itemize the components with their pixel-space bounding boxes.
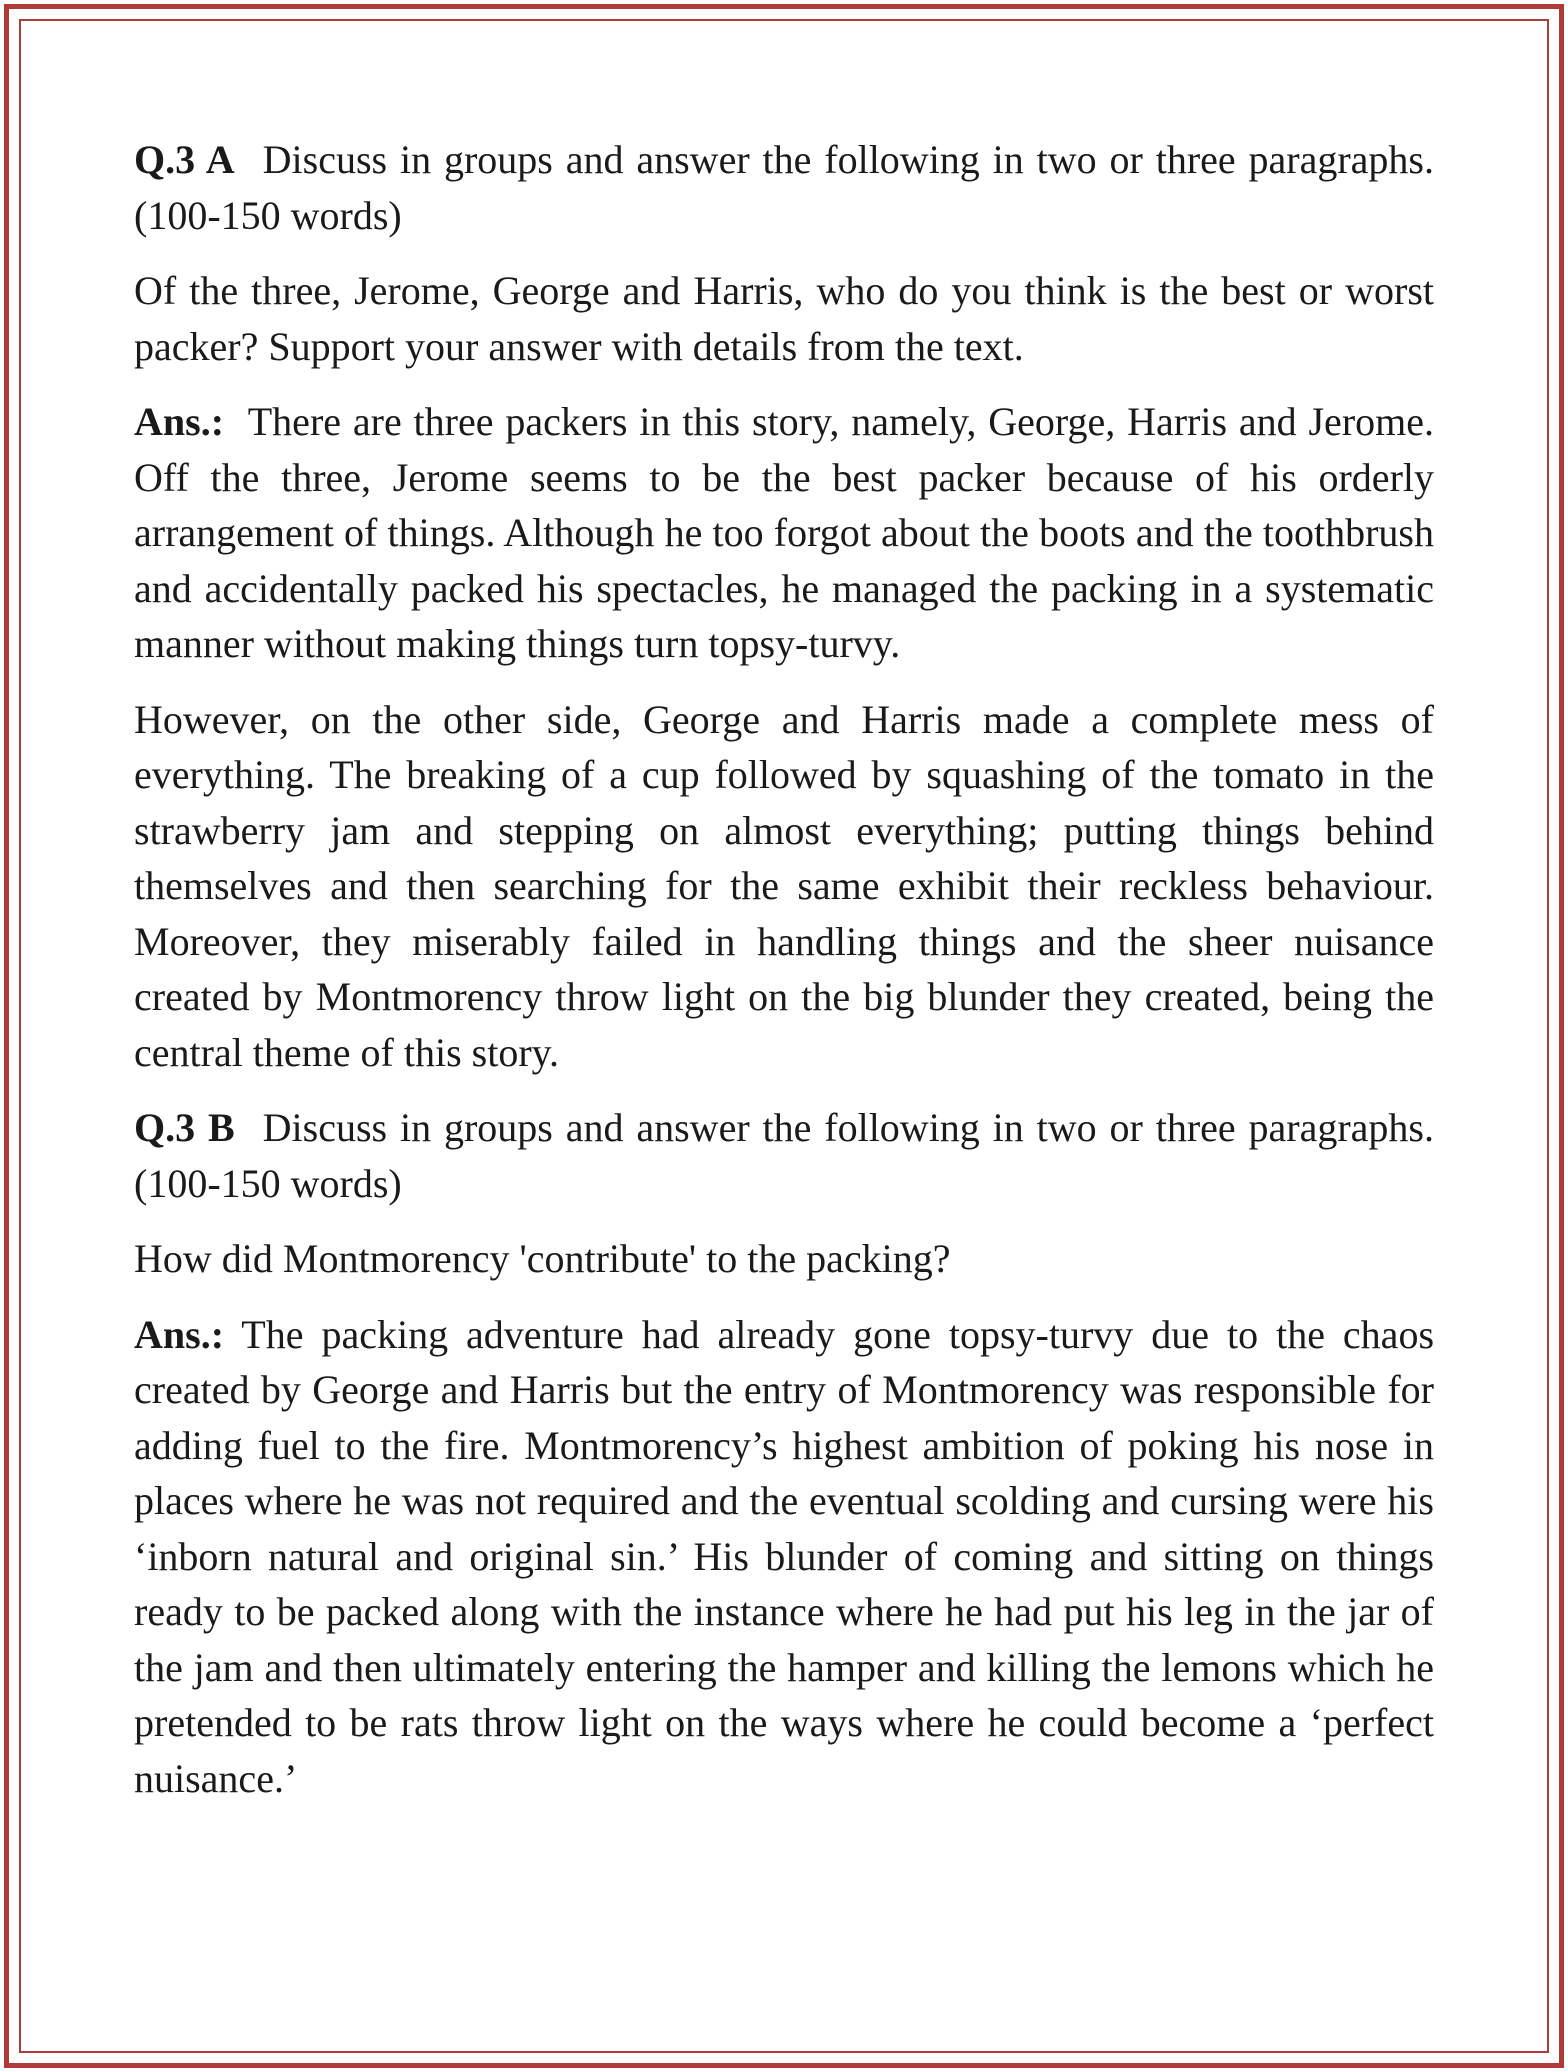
q3b-answer-label: Ans.: xyxy=(134,1311,225,1357)
q3b-label: Q.3 B xyxy=(134,1105,235,1150)
q3a-answer-paragraph-2: However, on the other side, George and Harris made a complete mess of everything. The breaking of a cup followed by squashing of the tomato in the strawberry jam and stepping on almost everything; putting things behind themselves and then searching for the same exhibit their reckless behaviour. Moreover, they miserably failed in handling things and the sheer nuisance created by Montmorency throw light on the big blunder they created, being the central theme of this story. xyxy=(134,696,1434,1075)
q3a-answer-label: Ans.: xyxy=(134,399,225,444)
q3b-answer-paragraph-1 xyxy=(134,1307,1434,1807)
q3b-answer-text-1: The packing adventure had already gone topsy-turvy due to the chaos created by George and Harris but the entry of Montmorency was responsible for adding fuel to the fire. Montmorency’s highest ambition of poking his nose in places where he was not required and the eventual scolding and cursing were his ‘inborn natural and original sin.’ His blunder of coming and sitting on things ready to be packed along with the instance where he had put his leg in the jar of the jam and then ultimately entering the hamper and killing the lemons which he pretended to be rats throw light on the ways where he could become a ‘perfect nuisance.’ xyxy=(134,1311,1435,1801)
page-content xyxy=(134,132,1434,1826)
q3b-prompt-text: Discuss in groups and answer the following in two or three paragraphs. (100-150 words) xyxy=(134,1105,1434,1206)
q3a-label: Q.3 A xyxy=(134,137,235,182)
q3a-prompt-text: Discuss in groups and answer the following in two or three paragraphs. (100-150 words) xyxy=(134,137,1434,238)
q3b-prompt xyxy=(134,1100,1434,1211)
q3a-answer-paragraph-1 xyxy=(134,394,1434,672)
q3a-question: Of the three, Jerome, George and Harris, who do you think is the best or worst packer? Support your answer with details from the text. xyxy=(134,268,1434,369)
q3a-prompt xyxy=(134,132,1434,243)
q3a-answer-text-1: There are three packers in this story, namely, George, Harris and Jerome. Off the three, Jerome seems to be the best packer because of his orderly arrangement of things. Although he too forgot about the boots and the toothbrush and accidentally packed his spectacles, he managed the packing in a systematic manner without making things turn topsy-turvy. xyxy=(134,399,1435,666)
q3b-question: How did Montmorency 'contribute' to the packing? xyxy=(134,1236,951,1281)
